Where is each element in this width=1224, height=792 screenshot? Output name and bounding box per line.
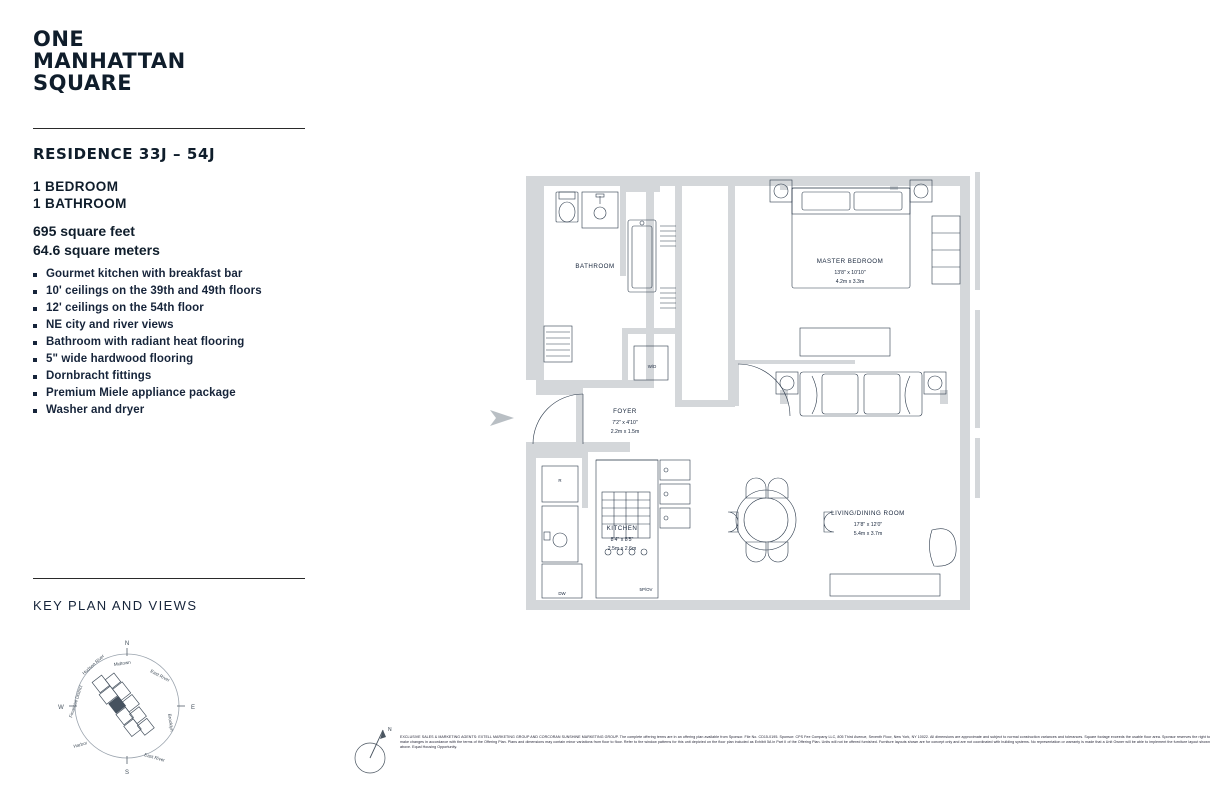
room-dim-foyer-m: 2.2m x 1.5m [610,429,640,435]
room-dim-living-dining-m: 5.4m x 3.7m [853,531,883,537]
room-dim-kitchen-m: 2.5m x 2.6m [607,546,637,552]
logo-one-manhattan-square [33,28,186,94]
divider-top [33,128,305,129]
room-label-kitchen: KITCHEN [606,525,638,532]
logo-line-2: MANHATTAN [33,49,186,73]
feature-list [33,268,313,421]
appliance-label-dishwasher: DW [558,591,566,596]
floor-plan [470,160,1050,630]
compass-north-label: N [124,641,130,647]
list-item: Dornbracht fittings [33,370,313,382]
room-label-living-dining: LIVING/DINING ROOM [831,510,905,517]
legal-disclaimer: EXCLUSIVE SALES & MARKETING AGENTS: EXTELL MARKETING GROUP AND CORCORAN SUNSHINE MARKETING GROUP. The complete offering terms are in an offering plan available from Sponsor. File No. CD15-0195. Sponsor: CPS Fee Company LLC, 805 Third Avenue, Seventh Floor, New York, NY 10022. All dimensions are approximate and subject to normal construction variances and tolerances. Square footage exceeds the usable floor area. Sponsor reserves the right to make changes in accordance with the terms of the Offering Plan. Plans and dimensions may contain minor variations from floor to floor. Refer to the window patterns for this unit depicted on the floor plan included as Exhibit 5A in Part II of the Offering Plan. Units will not be offered furnished. Furniture layouts shown are for concept only and are not coordinated with building systems. No representation or warranty is made that a Unit Owner will be able to implement the furniture layout shown above. Equal Housing Opportunity. [400,735,1210,750]
list-item: Premium Miele appliance package [33,387,313,399]
divider-bottom [33,578,305,579]
appliance-label-oven: 5P/OV [639,587,653,592]
info-panel [0,0,340,792]
site-plan-blocks [91,668,157,742]
compass-south-label: S [124,770,130,776]
list-item: Gourmet kitchen with breakfast bar [33,268,313,280]
area-square-meters: 64.6 square meters [33,242,160,258]
area-square-feet: 695 square feet [33,223,135,239]
wall-structure [526,172,980,610]
room-label-bathroom: BATHROOM [575,263,615,270]
keyplan-label-east-river-s: East River [143,752,166,763]
room-dim-foyer-ft: 7'2" x 4'10" [612,420,638,426]
room-label-foyer: FOYER [613,408,637,415]
compass-east-label: E [190,705,196,711]
appliance-label-washer-dryer: W/D [647,364,657,369]
list-item: 10' ceilings on the 39th and 49th floors [33,285,313,297]
keyplan-label-brooklyn: Brooklyn [167,713,175,732]
keyplan-label-east-river-n: East River [149,668,171,683]
keyplan-label-hudson-river: Hudson River [81,653,106,676]
room-dim-master-bedroom-m: 4.2m x 3.3m [835,279,865,285]
list-item: Bathroom with radiant heat flooring [33,336,313,348]
plan-north-compass [352,718,398,778]
keyplan-label-midtown: Midtown [113,659,132,667]
unit-composition [33,178,127,212]
keyplan-label-harbor: Harbor [72,740,88,749]
living-room-furniture [728,372,956,596]
bedroom-count: 1 BEDROOM [33,179,119,194]
bathroom-fixtures [544,192,676,380]
list-item: Washer and dryer [33,404,313,416]
list-item: NE city and river views [33,319,313,331]
entry-arrow-icon [490,410,514,426]
unit-area [33,222,160,260]
room-dim-master-bedroom-ft: 13'8" x 10'10" [834,270,866,276]
list-item: 5" wide hardwood flooring [33,353,313,365]
keyplan-label-financial-district: Financial District [68,684,84,719]
page-title: RESIDENCE 33J – 54J [33,145,216,163]
appliance-label-refrigerator: R [558,478,562,483]
compass-n-label: N [388,727,392,733]
keyplan-compass [52,630,202,780]
keyplan-heading: KEY PLAN AND VIEWS [33,598,198,613]
room-dim-living-dining-ft: 17'8" x 12'0" [853,522,883,528]
bathroom-count: 1 BATHROOM [33,196,127,211]
room-dim-kitchen-ft: 8'4" x 8'5" [610,537,634,543]
room-label-master-bedroom: MASTER BEDROOM [816,258,884,265]
bedroom-furniture [770,180,960,356]
floor-plan-svg [470,160,1050,630]
doors [533,364,790,444]
list-item: 12' ceilings on the 54th floor [33,302,313,314]
compass-west-label: W [58,705,64,711]
logo-line-3: SQUARE [33,71,133,95]
logo-line-1: ONE [33,27,85,51]
